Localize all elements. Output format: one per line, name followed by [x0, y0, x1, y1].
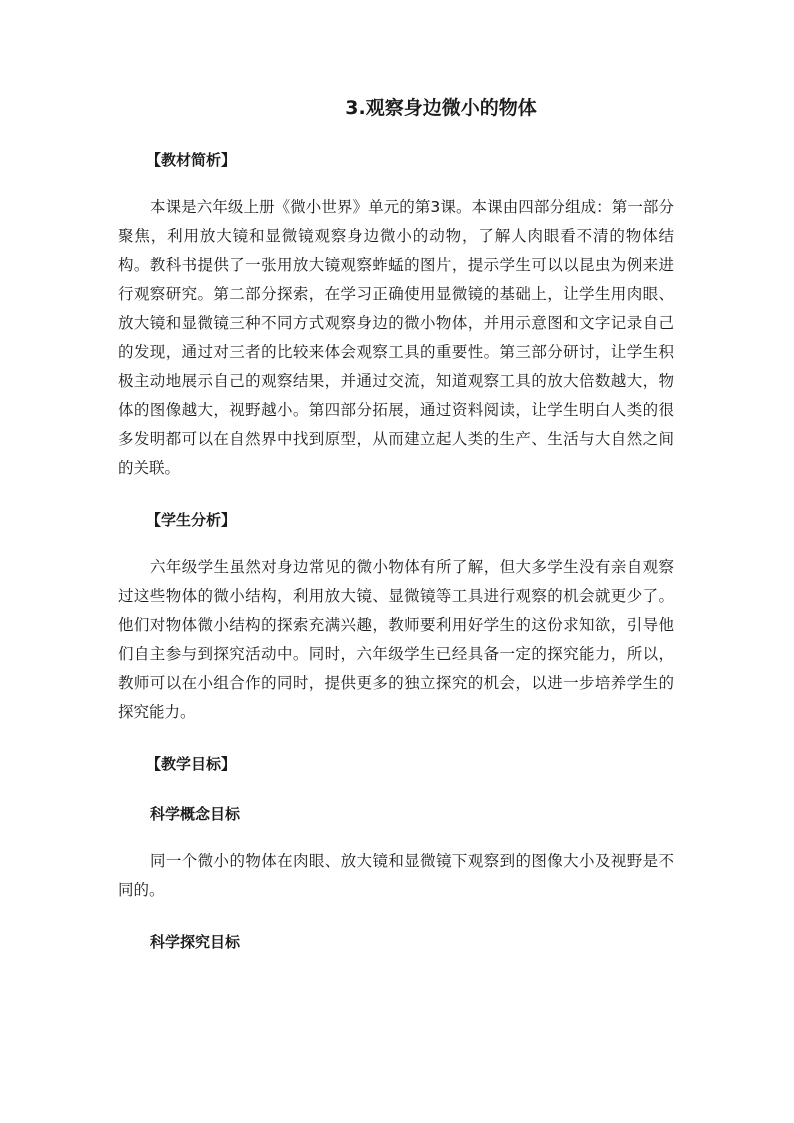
subheading-inquiry-goals: 科学探究目标: [150, 933, 241, 951]
section-heading-textbook-analysis: 【教材简析】: [146, 151, 237, 169]
document-body: [118, 143, 674, 959]
paragraph-student-analysis: 六年级学生虽然对身边常见的微小物体有所了解，但大多学生没有亲自观察过这些物体的微小结构，利用放大镜、显微镜等工具进行观察的机会就更少了。他们对物体微小结构的探索充满兴趣，教师要利用好学生的这份求知欲，引导他们自主参与到探究活动中。同时，六年级学生已经具备一定的探究能力，所以，教师可以在小组合作的同时，提供更多的独立探究的机会，以进一步培养学生的探究能力。: [118, 558, 674, 721]
paragraph-textbook-analysis: 本课是六年级上册《微小世界》单元的第3课。本课由四部分组成：第一部分聚焦，利用放大镜和显微镜观察身边微小的动物，了解人肉眼看不清的物体结构。教科书提供了一张用放大镜观察蚱蜢的图片，提示学生可以以昆虫为例来进行观察研究。第二部分探索，在学习正确使用显微镜的基础上，让学生用肉眼、放大镜和显微镜三种不同方式观察身边的微小物体，并用示意图和文字记录自己的发现，通过对三者的比较来体会观察工具的重要性。第三部分研讨，让学生积极主动地展示自己的观察结果，并通过交流，知道观察工具的放大倍数越大，物体的图像越大，视野越小。第四部分拓展，通过资料阅读，让学生明白人类的很多发明都可以在自然界中找到原型，从而建立起人类的生产、生活与大自然之间的关联。: [118, 198, 674, 477]
page-title: 3.观察身边微小的物体: [345, 97, 537, 119]
section-heading-teaching-goals: 【教学目标】: [146, 755, 237, 773]
paragraph-concept-goals: 同一个微小的物体在肉眼、放大镜和显微镜下观察到的图像大小及视野是不同的。: [118, 852, 674, 899]
subheading-concept-goals: 科学概念目标: [150, 805, 241, 823]
section-heading-student-analysis: 【学生分析】: [146, 511, 237, 529]
